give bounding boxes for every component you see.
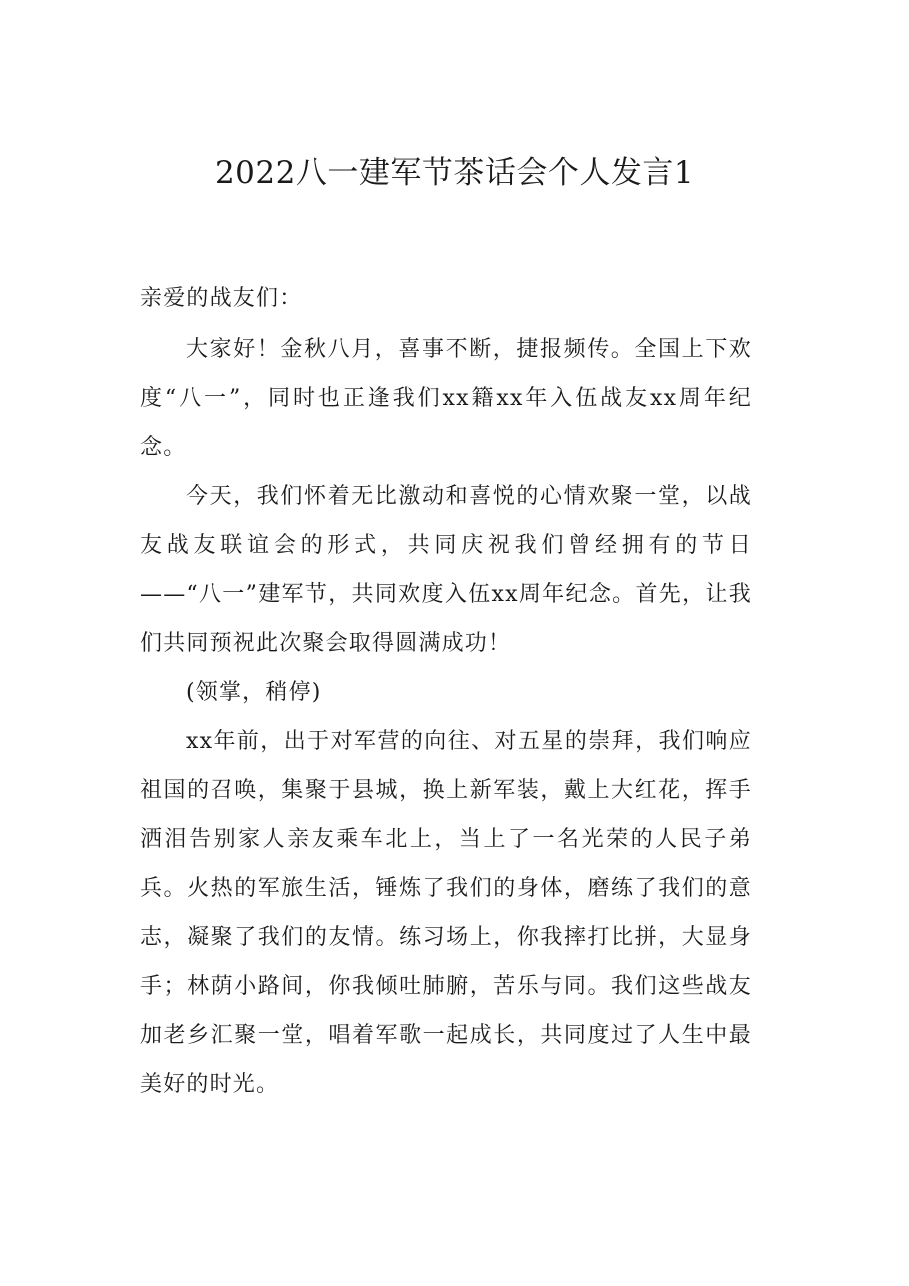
paragraph-greeting: 大家好！金秋八月，喜事不断，捷报频传。全国上下欢度“八一”，同时也正逢我们xx籍xx年入伍战友xx周年纪念。 — [140, 337, 752, 460]
document-body — [140, 274, 752, 1109]
paragraph-celebration: 今天，我们怀着无比激动和喜悦的心情欢聚一堂，以战友战友联谊会的形式，共同庆祝我们曾经拥有的节日——“八一”建军节，共同欢度入伍xx周年纪念。首先，让我们共同预祝此次聚会取得圆满成功！ — [140, 484, 752, 656]
salutation: 亲爱的战友们： — [140, 286, 303, 311]
document-title: 2022八一建军节茶话会个人发言1 — [214, 155, 695, 191]
paragraph-stage-direction: (领掌，稍停) — [186, 680, 322, 705]
paragraph-memories: xx年前，出于对军营的向往、对五星的崇拜，我们响应祖国的召唤，集聚于县城，换上新军装，戴上大红花，挥手洒泪告别家人亲友乘车北上，当上了一名光荣的人民子弟兵。火热的军旅生活，锤炼了我们的身体，磨练了我们的意志，凝聚了我们的友情。练习场上，你我摔打比拼，大显身手；林荫小路间，你我倾吐肺腑，苦乐与同。我们这些战友加老乡汇聚一堂，唱着军歌一起成长，共同度过了人生中最美好的时光。 — [140, 729, 752, 1097]
